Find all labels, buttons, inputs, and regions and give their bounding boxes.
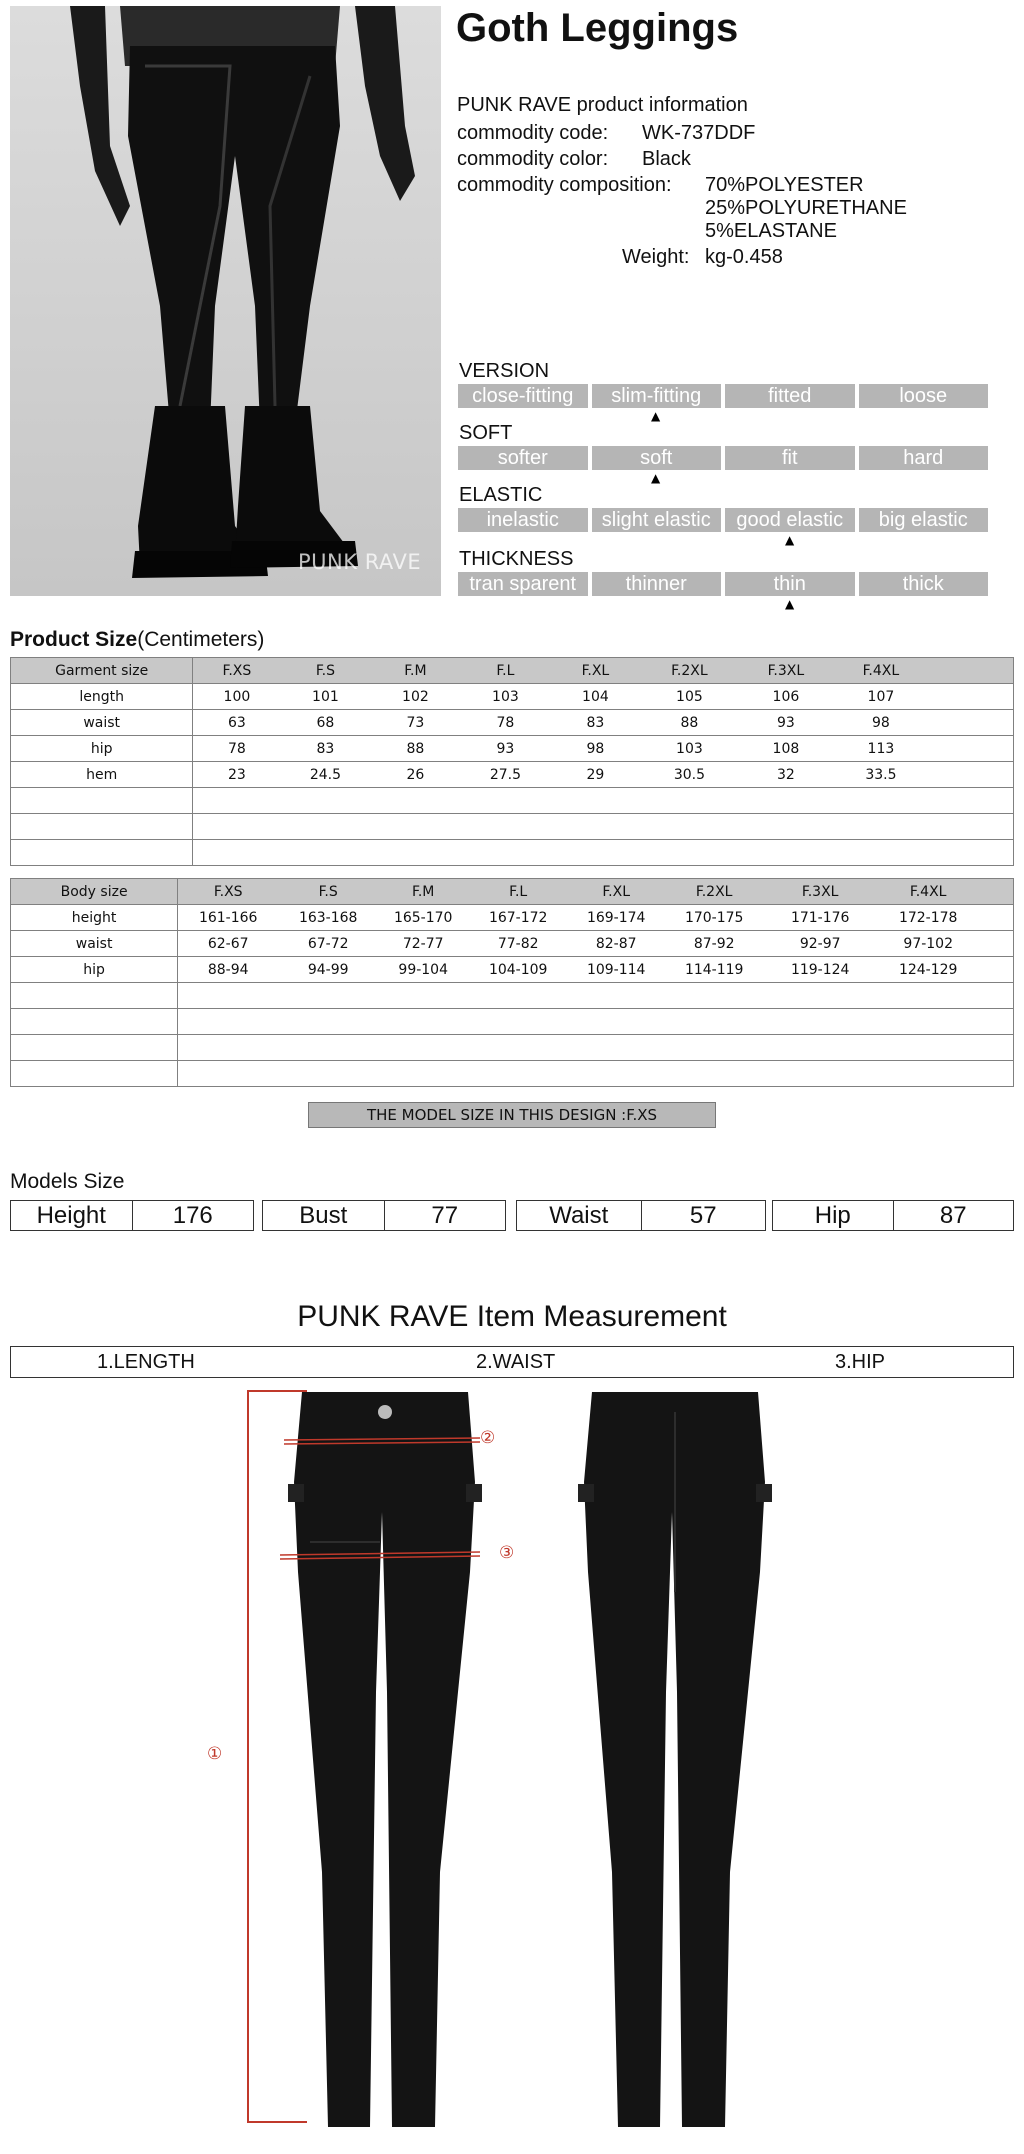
table-row-empty (11, 814, 1014, 840)
table-cell: 87-92 (693, 935, 735, 952)
table-cell: 103 (676, 740, 703, 757)
model-stat-label: Height (36, 1202, 106, 1229)
table-header-row (11, 879, 1014, 905)
scale-option: thick (859, 572, 989, 596)
table-row (11, 957, 1014, 983)
scale-title-soft: SOFT (459, 422, 513, 444)
table-cell: 107 (867, 688, 895, 705)
table-cell: 167-172 (488, 909, 548, 926)
table-cell: 32 (776, 766, 795, 783)
table-cell: 63 (227, 714, 246, 731)
table-row-empty (11, 1061, 1014, 1087)
scale-title-thickness: THICKNESS (459, 548, 574, 570)
row-values (193, 762, 1013, 787)
scale-option: fit (725, 446, 855, 470)
model-stat-value: 57 (641, 1201, 766, 1230)
table-cell: 113 (867, 740, 895, 757)
product-size-title: Product Size(Centimeters) (10, 628, 265, 651)
scale-title-elastic: ELASTIC (459, 484, 543, 506)
size-col: F.S (318, 883, 338, 900)
table-row (11, 905, 1014, 931)
selected-marker-icon: ▲ (785, 597, 795, 611)
size-col: F.4XL (862, 662, 900, 679)
row-values (178, 931, 1013, 956)
table-cell: 172-178 (898, 909, 958, 926)
color-label: commodity color: (457, 148, 609, 170)
weight-value: kg-0.458 (705, 246, 783, 268)
table-row-empty (11, 1009, 1014, 1035)
size-col: F.XL (581, 662, 610, 679)
model-stat-height (10, 1200, 254, 1231)
scale-option: tran sparent (458, 572, 588, 596)
row-label: hem (11, 762, 193, 788)
model-figure (10, 6, 441, 596)
table-cell: 98 (586, 740, 605, 757)
measurement-item: 1.LENGTH (97, 1351, 195, 1373)
measurement-title: PUNK RAVE Item Measurement (297, 1300, 727, 1333)
table-cell: 106 (772, 688, 800, 705)
table-cell: 170-175 (684, 909, 744, 926)
table-cell: 88 (680, 714, 699, 731)
table-header-cell: Garment size (11, 658, 193, 684)
size-col: F.2XL (695, 883, 733, 900)
measure-marker-1-icon: ① (207, 1744, 223, 1764)
composition-label: commodity composition: (457, 174, 672, 196)
table-cell: 68 (316, 714, 335, 731)
size-col: F.XS (222, 662, 252, 679)
selected-marker-icon: ▲ (651, 471, 661, 485)
row-values (178, 957, 1013, 982)
table-cell: 24.5 (309, 766, 341, 783)
scale-elastic (458, 508, 988, 532)
scale-option: inelastic (458, 508, 588, 532)
table-cell: 83 (586, 714, 605, 731)
table-cell: 92-97 (799, 935, 841, 952)
size-header-cells (193, 658, 1013, 683)
size-col: F.3XL (767, 662, 805, 679)
table-cell: 102 (402, 688, 429, 705)
size-col: F.L (496, 662, 515, 679)
weight-label: Weight: (622, 246, 690, 268)
scale-option: slight elastic (592, 508, 722, 532)
scale-title-version: VERSION (459, 360, 550, 382)
table-cell: 78 (227, 740, 246, 757)
table-row-empty (11, 983, 1014, 1009)
row-label: hip (11, 736, 193, 762)
size-col: F.4XL (909, 883, 947, 900)
row-values (193, 736, 1013, 761)
model-stat-label: Hip (814, 1202, 851, 1229)
code-value: WK-737DDF (642, 122, 756, 144)
table-row (11, 684, 1014, 710)
scale-thickness (458, 572, 988, 596)
table-cell: 97-102 (903, 935, 953, 952)
product-photo (10, 6, 441, 596)
scale-option: softer (458, 446, 588, 470)
table-cell: 88-94 (207, 961, 249, 978)
color-value: Black (642, 148, 691, 170)
table-cell: 77-82 (497, 935, 539, 952)
row-label: waist (11, 931, 178, 957)
selected-marker-icon: ▲ (651, 409, 661, 423)
model-stat-label: Waist (549, 1202, 609, 1229)
product-title: Goth Leggings (456, 6, 739, 50)
table-cell: 98 (871, 714, 890, 731)
table-cell: 94-99 (307, 961, 349, 978)
table-cell: 171-176 (790, 909, 850, 926)
info-heading: PUNK RAVE product information (457, 94, 748, 116)
measurement-legend (10, 1346, 1014, 1378)
model-stat-bust (262, 1200, 506, 1231)
table-cell: 114-119 (684, 961, 744, 978)
table-cell: 169-174 (586, 909, 646, 926)
code-label: commodity code: (457, 122, 609, 144)
row-label: length (11, 684, 193, 710)
size-col: F.S (315, 662, 335, 679)
row-label: waist (11, 710, 193, 736)
model-stat-value: 87 (893, 1201, 1014, 1230)
table-cell: 161-166 (198, 909, 258, 926)
row-label: height (11, 905, 178, 931)
scale-option: thinner (592, 572, 722, 596)
row-values (178, 905, 1013, 930)
scale-version (458, 384, 988, 408)
table-header-cell: Body size (11, 879, 178, 905)
composition-value: 70%POLYESTER (705, 174, 864, 196)
composition-value: 5%ELASTANE (705, 220, 837, 242)
scale-option: hard (859, 446, 989, 470)
scale-option: thin (725, 572, 855, 596)
table-cell: 62-67 (207, 935, 249, 952)
row-values (193, 684, 1013, 709)
table-cell: 27.5 (489, 766, 521, 783)
scale-option: slim-fitting (592, 384, 722, 408)
table-cell: 99-104 (398, 961, 448, 978)
table-cell: 29 (586, 766, 605, 783)
model-stat-hip (772, 1200, 1014, 1231)
model-size-note: THE MODEL SIZE IN THIS DESIGN :F.XS (308, 1102, 716, 1128)
table-row-empty (11, 840, 1014, 866)
scale-option: good elastic (725, 508, 855, 532)
scale-soft (458, 446, 988, 470)
table-cell: 105 (676, 688, 703, 705)
scale-option: loose (859, 384, 989, 408)
size-col: F.3XL (801, 883, 839, 900)
measurement-item: 2.WAIST (476, 1351, 556, 1373)
table-cell: 88 (406, 740, 425, 757)
scale-option: soft (592, 446, 722, 470)
model-stat-label: Bust (299, 1202, 348, 1229)
scale-option: big elastic (859, 508, 989, 532)
model-stat-value: 77 (384, 1201, 506, 1230)
table-cell: 108 (772, 740, 800, 757)
row-values (193, 710, 1013, 735)
table-cell: 165-170 (393, 909, 453, 926)
size-col: F.XS (213, 883, 243, 900)
selected-marker-icon: ▲ (785, 533, 795, 547)
table-cell: 104-109 (488, 961, 548, 978)
leggings-back-view (560, 1392, 790, 2127)
measurement-item: 3.HIP (835, 1351, 886, 1373)
table-row (11, 736, 1014, 762)
table-cell: 100 (223, 688, 251, 705)
watermark: PUNK RAVE (298, 550, 422, 574)
scale-option: fitted (725, 384, 855, 408)
table-cell: 163-168 (298, 909, 358, 926)
table-cell: 104 (582, 688, 609, 705)
table-row-empty (11, 788, 1014, 814)
size-col: F.L (509, 883, 528, 900)
models-size-title: Models Size (10, 1170, 125, 1193)
table-row (11, 931, 1014, 957)
table-cell: 119-124 (790, 961, 850, 978)
table-cell: 93 (496, 740, 515, 757)
table-cell: 73 (406, 714, 425, 731)
table-cell: 101 (312, 688, 339, 705)
size-col: F.M (404, 662, 427, 679)
size-col: F.XL (602, 883, 631, 900)
table-cell: 78 (496, 714, 515, 731)
table-cell: 23 (227, 766, 246, 783)
table-row (11, 762, 1014, 788)
table-row-empty (11, 1035, 1014, 1061)
size-header-cells (178, 879, 1013, 904)
scale-option: close-fitting (458, 384, 588, 408)
table-row (11, 710, 1014, 736)
size-col: F.M (412, 883, 435, 900)
table-cell: 82-87 (595, 935, 637, 952)
body-size-table (10, 878, 1014, 1087)
table-header-row (11, 658, 1014, 684)
table-cell: 33.5 (865, 766, 897, 783)
row-label: hip (11, 957, 178, 983)
table-cell: 109-114 (586, 961, 646, 978)
table-cell: 83 (316, 740, 335, 757)
measure-lines (280, 1430, 490, 1570)
composition-value: 25%POLYURETHANE (705, 197, 907, 219)
table-cell: 30.5 (673, 766, 705, 783)
table-cell: 103 (492, 688, 519, 705)
table-cell: 124-129 (898, 961, 958, 978)
product-size-table (10, 657, 1014, 866)
table-cell: 93 (776, 714, 795, 731)
measure-marker-3-icon: ③ (499, 1543, 515, 1563)
table-cell: 67-72 (307, 935, 349, 952)
table-cell: 72-77 (402, 935, 444, 952)
table-cell: 26 (406, 766, 425, 783)
size-col: F.2XL (671, 662, 708, 679)
model-stat-waist (516, 1200, 766, 1231)
model-stat-value: 176 (132, 1201, 254, 1230)
measure-marker-2-icon: ② (480, 1428, 496, 1448)
